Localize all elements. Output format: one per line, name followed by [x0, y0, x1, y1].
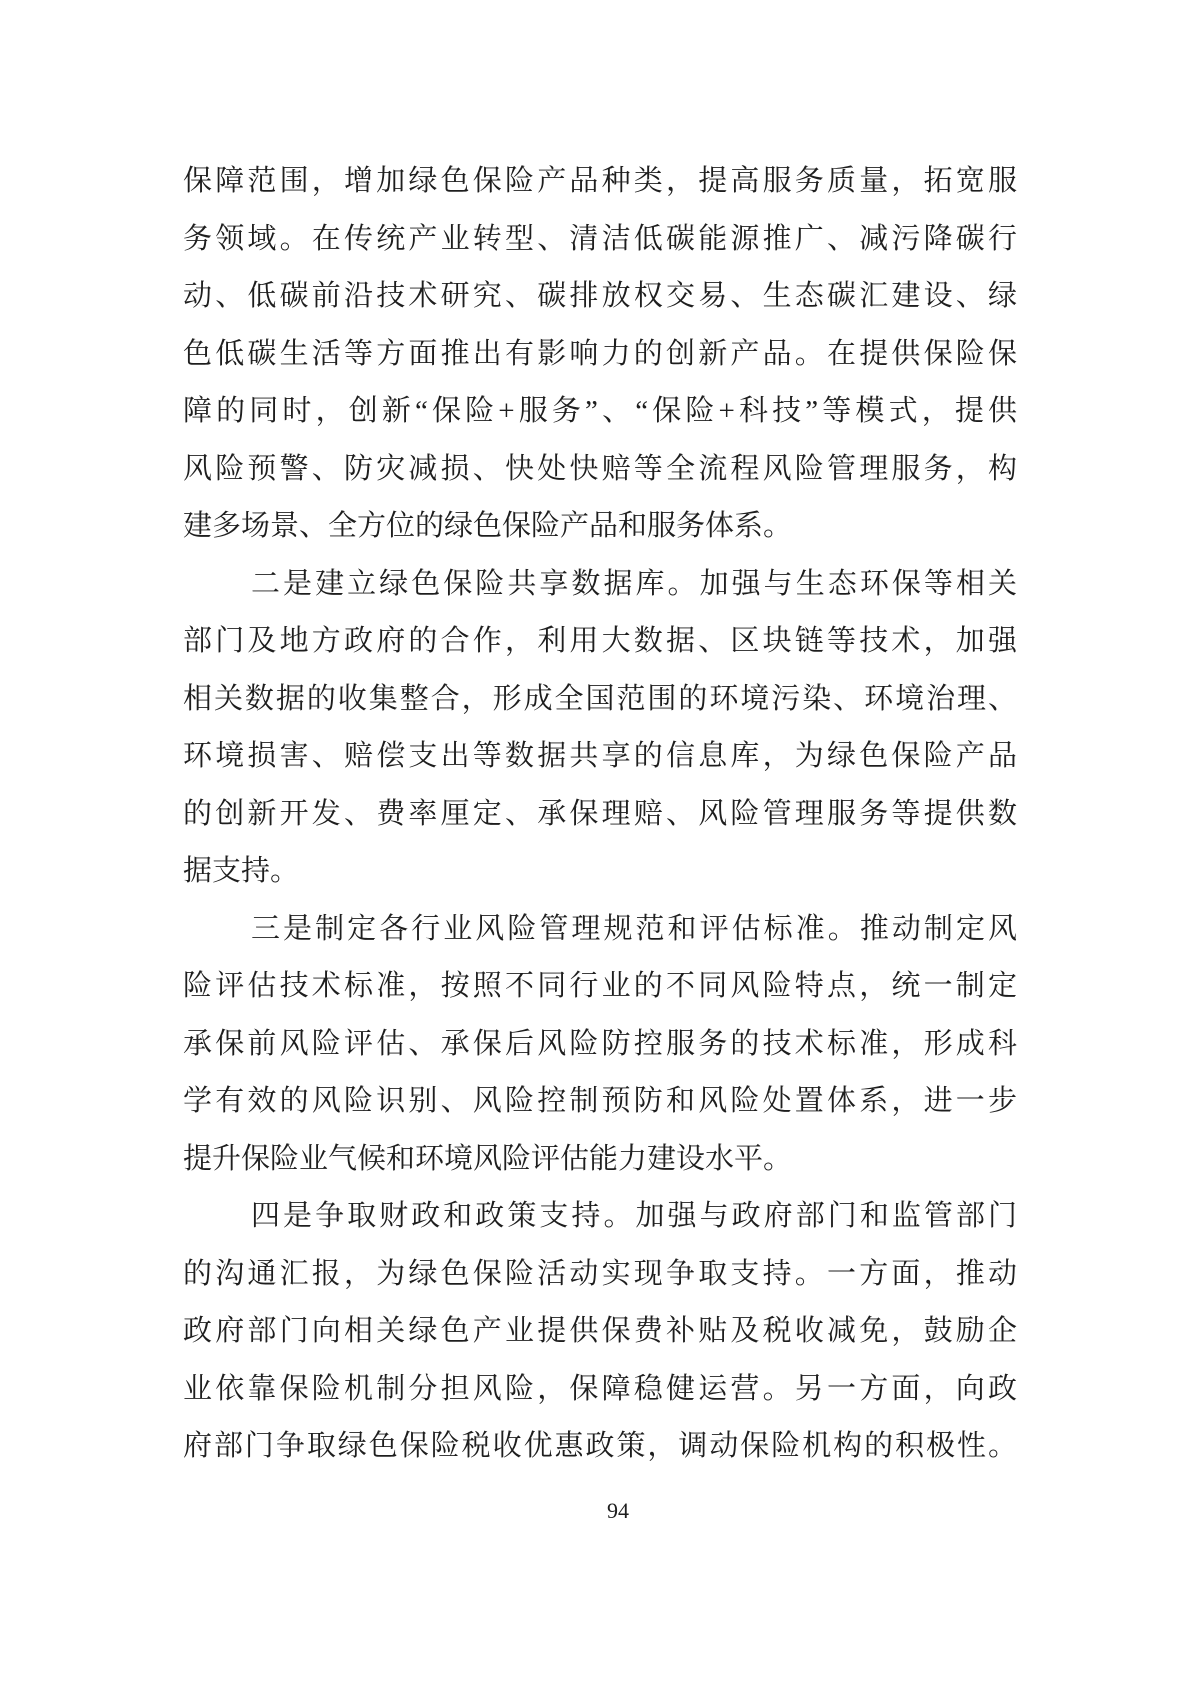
text-line: 务领域。在传统产业转型、清洁低碳能源推广、减污降碳行	[183, 222, 1017, 255]
text-line: 建多场景、全方位的绿色保险产品和服务体系。	[183, 510, 793, 542]
text-line: 动、低碳前沿技术研究、碳排放权交易、生态碳汇建设、绿	[183, 280, 1017, 312]
paragraph	[183, 556, 1017, 901]
text-line: 色低碳生活等方面推出有影响力的创新产品。在提供保险保	[183, 337, 1017, 370]
text-line: 学有效的风险识别、风险控制预防和风险处置体系，进一步	[183, 1085, 1017, 1117]
text-line: 保障范围，增加绿色保险产品种类，提高服务质量，拓宽服	[183, 165, 1017, 197]
text-line: 二是建立绿色保险共享数据库。加强与生态环保等相关	[251, 567, 1017, 600]
page-number: 94	[607, 1498, 629, 1523]
text-block	[183, 153, 1017, 1476]
text-line: 据支持。	[183, 855, 300, 887]
text-line: 相关数据的收集整合，形成全国范围的环境污染、环境治理、	[183, 682, 1017, 715]
text-line: 的沟通汇报，为绿色保险活动实现争取支持。一方面，推动	[183, 1257, 1017, 1290]
text-line: 风险预警、防灾减损、快处快赔等全流程风险管理服务，构	[183, 452, 1017, 485]
text-line: 承保前风险评估、承保后风险防控服务的技术标准，形成科	[183, 1027, 1017, 1060]
text-line: 险评估技术标准，按照不同行业的不同风险特点，统一制定	[183, 970, 1017, 1002]
text-line: 的创新开发、费率厘定、承保理赔、风险管理服务等提供数	[183, 797, 1017, 830]
text-line: 部门及地方政府的合作，利用大数据、区块链等技术，加强	[183, 625, 1017, 657]
text-line: 环境损害、赔偿支出等数据共享的信息库，为绿色保险产品	[183, 740, 1017, 772]
text-line: 三是制定各行业风险管理规范和评估标准。推动制定风	[251, 912, 1017, 945]
text-line: 政府部门向相关绿色产业提供保费补贴及税收减免，鼓励企	[183, 1315, 1017, 1347]
text-line: 四是争取财政和政策支持。加强与政府部门和监管部门	[251, 1200, 1017, 1232]
text-line: 业依靠保险机制分担风险，保障稳健运营。另一方面，向政	[183, 1372, 1017, 1405]
text-line: 提升保险业气候和环境风险评估能力建设水平。	[183, 1142, 793, 1175]
text-line: 障的同时，创新“保险+服务”、“保险+科技”等模式，提供	[183, 395, 1017, 427]
paragraph	[183, 901, 1017, 1189]
paragraph	[183, 1188, 1017, 1476]
text-line: 府部门争取绿色保险税收优惠政策，调动保险机构的积极性。	[183, 1430, 1017, 1462]
paragraph	[183, 153, 1017, 556]
